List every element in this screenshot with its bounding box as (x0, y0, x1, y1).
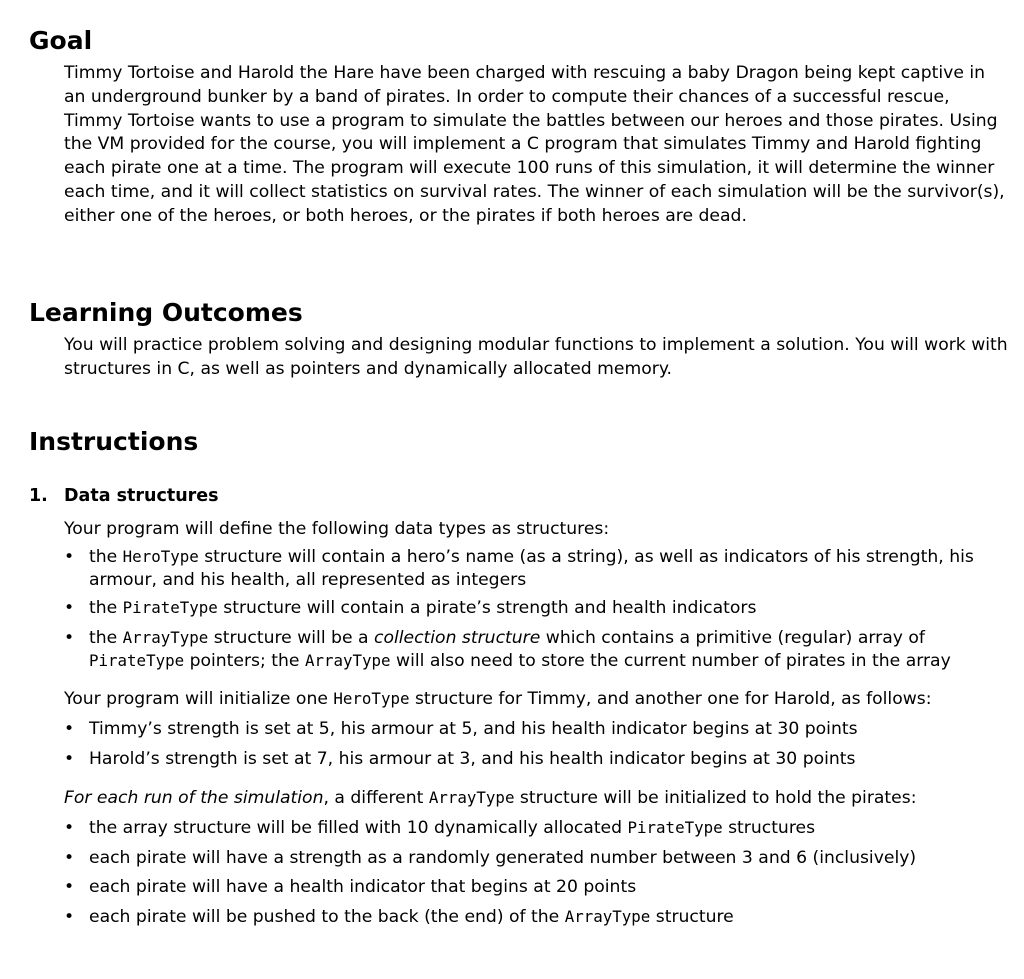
section-1-heading (29, 485, 219, 507)
text-fragment: the (89, 547, 123, 567)
bullet-glyph: • (64, 598, 75, 618)
text-fragment: which contains a primitive (regular) array of (540, 628, 925, 648)
code-piratetype: PirateType (627, 818, 723, 837)
bullet-glyph: • (64, 848, 75, 868)
text-fragment: Your program will initialize one (64, 689, 334, 709)
code-arraytype: ArrayType (564, 907, 651, 926)
text-fragment: structure (650, 907, 734, 927)
goal-heading: Goal (29, 26, 93, 55)
emphasis-text: collection structure (374, 628, 541, 648)
code-arraytype: ArrayType (428, 788, 515, 807)
text-fragment: structure for Timmy, and another one for Harold, as follows: (409, 689, 932, 709)
list-item-text: Harold’s strength is set at 7, his armour at 3, and his health indicator begins at 30 points (89, 749, 856, 769)
text-fragment: structure will contain a pirate’s strength and health indicators (217, 598, 757, 618)
code-herotype: HeroType (122, 547, 199, 566)
structures-intro: Your program will define the following data types as structures: (64, 519, 610, 539)
list-item-timmy (64, 718, 1009, 741)
text-fragment: structure will contain a hero’s name (as a string), as well as indicators of his strength, his armour, and his health, all represented as integers (89, 547, 974, 590)
text-fragment: pointers; the (184, 650, 305, 671)
section-number: 1. (29, 486, 48, 506)
bullet-glyph: • (64, 749, 75, 769)
run-intro (64, 787, 917, 809)
list-item-arraytype (64, 627, 1024, 672)
list-item-strength (64, 847, 1009, 870)
list-item-push-back (64, 906, 1009, 929)
code-arraytype: ArrayType (122, 628, 209, 647)
list-item-harold (64, 748, 1009, 771)
code-piratetype: PirateType (122, 598, 218, 617)
list-item-text: Timmy’s strength is set at 5, his armour at 5, and his health indicator begins at 30 points (89, 719, 858, 739)
bullet-glyph: • (64, 719, 75, 739)
bullet-glyph: • (64, 907, 75, 927)
list-item-health (64, 876, 1009, 899)
text-fragment: the (89, 628, 123, 648)
learning-outcomes-heading: Learning Outcomes (29, 298, 303, 327)
goal-paragraph: Timmy Tortoise and Harold the Hare have been charged with rescuing a baby Dragon being kept captive in an underground bunker by a band of pirates. In order to compute their chances of a successful rescue, Timmy Tortoise wants to use a program to simulate the battles between our heroes and those pirates. Using the VM provided for the course, you will implement a C program that simulates Timmy and Harold fighting each pirate one at a time. The program will execute 100 runs of this simulation, it will determine the winner each time, and it will collect statistics on survival rates. The winner of each simulation will be the survivor(s), either one of the heroes, or both heroes, or the pirates if both heroes are dead. (64, 63, 1005, 226)
code-herotype: HeroType (333, 689, 410, 708)
list-item-text: each pirate will have a strength as a randomly generated number between 3 and 6 (inclusively) (89, 848, 917, 868)
list-item-herotype (64, 546, 1009, 591)
text-fragment: structure will be a (208, 628, 374, 648)
code-arraytype: ArrayType (304, 650, 391, 670)
section-title: Data structures (64, 486, 219, 506)
list-item-fill-array (64, 817, 1009, 840)
text-fragment: , a different (323, 788, 429, 808)
list-item-text: each pirate will have a health indicator that begins at 20 points (89, 877, 637, 897)
text-fragment: structures (722, 818, 816, 838)
bullet-glyph: • (64, 628, 75, 648)
text-fragment: the array structure will be filled with 10 dynamically allocated (89, 818, 628, 838)
list-item-piratetype (64, 597, 1009, 620)
bullet-glyph: • (64, 547, 75, 567)
hero-init-intro (64, 688, 932, 710)
learning-outcomes-paragraph: You will practice problem solving and designing modular functions to implement a solution. You will work with structures in C, as well as pointers and dynamically allocated memory. (64, 335, 1008, 379)
instructions-heading: Instructions (29, 427, 199, 456)
text-fragment: structure will be initialized to hold the pirates: (514, 788, 917, 808)
text-fragment: each pirate will be pushed to the back (the end) of the (89, 907, 565, 927)
code-piratetype: PirateType (89, 650, 185, 670)
bullet-glyph: • (64, 818, 75, 838)
text-fragment: the (89, 598, 123, 618)
text-fragment: will also need to store the current number of pirates in the array (390, 650, 951, 671)
bullet-glyph: • (64, 877, 75, 897)
emphasis-text: For each run of the simulation (64, 788, 324, 808)
